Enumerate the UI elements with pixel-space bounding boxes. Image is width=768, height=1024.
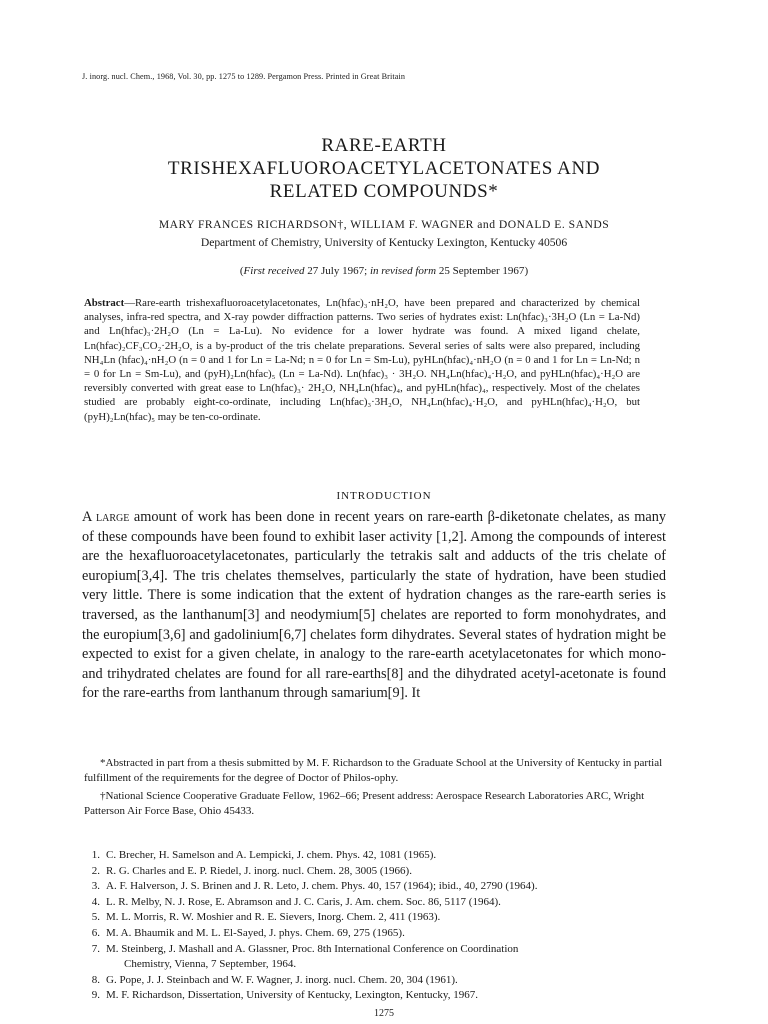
abstract-text: —Rare-earth trishexafluoroacetylacetonates, Ln(hfac)₃·nH₂O, have been prepared and characterized by chemical analyses, infra-red spectra, and X-ray powder diffraction patterns. Two series of hydrates exist: Ln(hfac)₃·3H₂O (Ln = La-Nd) and Ln(hfac)₃·2H₂O (Ln = La-Lu). No evidence for a lower hydrate was found. A mixed ligand chelate, Ln(hfac)₂CF₃CO₂·2H₂O, is a by-product of the tris chelate preparations. Several series of salts were also prepared, including NH₄Ln (hfac)₄·nH₂O (n = 0 and 1 for Ln = La-Nd; n = 0 for Ln = Sm-Lu), pyHLn(hfac)₄·nH₂O (n = 0 and 1 for Ln = Ln-Nd; n = 0 for Ln = Sm-Lu), and (pyH)₂Ln(hfac)₅ (Ln = La-Nd). Ln(hfac)₃ · 3H₂O. NH₄Ln(hfac)₄·H₂O, and pyHLn(hfac)₄·H₂O are reversibly converted with great ease to Ln(hfac)₃· 2H₂O, NH₄Ln(hfac)₄, and pyHLn(hfac)₄, respectively. Most of the chelates studied are probably eight-co-ordinate, including Ln(hfac)₃·3H₂O, NH₄Ln(hfac)₄·H₂O, and pyHLn(hfac)₄·H₂O, but (pyH)₂Ln(hfac)₅ may be ten-co-ordinate. — [84, 297, 640, 423]
reference-number: 6. — [91, 926, 100, 939]
reference-number: 4. — [91, 895, 100, 908]
reference-text: L. R. Melby, N. J. Rose, E. Abramson and J. C. Caris, J. Am. chem. Soc. 86, 5117 (1964). — [106, 895, 501, 908]
abstract-label: Abstract — [84, 297, 125, 309]
footnotes — [84, 756, 668, 819]
author-affiliation: Department of Chemistry, University of Kentucky Lexington, Kentucky 40506 — [200, 236, 568, 249]
first-received-date: 27 July 1967; — [307, 265, 368, 277]
section-heading-introduction: INTRODUCTION — [336, 490, 432, 502]
title-line: TRISHEXAFLUOROACETYLACETONATES AND — [167, 158, 601, 179]
reference-item — [84, 895, 668, 911]
author-list: MARY FRANCES RICHARDSON†, WILLIAM F. WAGNER and DONALD E. SANDS — [158, 218, 610, 231]
revised-date: 25 September 1967 — [438, 265, 525, 277]
reference-item — [84, 848, 668, 864]
reference-number: 7. — [91, 942, 100, 955]
reference-number: 8. — [91, 973, 100, 986]
reference-text: R. G. Charles and E. P. Riedel, J. inorg. nucl. Chem. 28, 3005 (1966). — [106, 864, 412, 877]
footnote-thesis: *Abstracted in part from a thesis submitted by M. F. Richardson to the Graduate School at the University of Kentucky in partial fulfillment of the requirements for the degree of Doctor of Philos-ophy. — [84, 757, 663, 784]
received-dates: (First received 27 July 1967; in revised form 25 September 1967) — [239, 265, 529, 277]
reference-list — [84, 848, 668, 1004]
reference-number: 5. — [91, 911, 100, 924]
reference-item — [84, 879, 668, 895]
reference-number: 2. — [91, 864, 100, 877]
reference-text: G. Pope, J. J. Steinbach and W. F. Wagner, J. inorg. nucl. Chem. 20, 304 (1961). — [106, 973, 458, 986]
running-head: J. inorg. nucl. Chem., 1968, Vol. 30, pp. 1275 to 1289. Pergamon Press. Printed in Great Britain — [82, 72, 406, 81]
reference-item — [84, 864, 668, 880]
footnote-fellowship: †National Science Cooperative Graduate Fellow, 1962–66; Present address: Aerospace Research Laboratories ARC, Wright Patterson Air Force Base, Ohio 45433. — [84, 790, 645, 817]
reference-item — [84, 926, 668, 942]
reference-text: M. F. Richardson, Dissertation, University of Kentucky, Lexington, Kentucky, 1967. — [106, 989, 478, 1002]
introduction-text: amount of work has been done in recent years on rare-earth β-diketonate chelates, as many of these compounds have been found to exhibit laser activity [1,2]. Among the compounds of interest are the hexafluoroacetylacetonates, particularly the tetrakis salt and adducts of the tris chelate of europium[3,4]. The tris chelates themselves, particularly the state of hydration, have been studied very little. There is some indication that the extent of hydration changes as the rare-earth series is traversed, as the lanthanum[3] and neodymium[5] chelates are reported to form monohydrates, and the europium[3,6] and gadolinium[6,7] chelates form dihydrates. Several states of hydration might be expected to exist for a given chelate, in analogy to the rare-earth acetylacetonates for which mono- and trihydrated chelates are found for all rare-earths[8] and the dihydrated acetyl-acetonate is found for the rare-earths from lanthanum through samarium[9]. It — [82, 509, 666, 702]
revised-label: in revised form — [369, 265, 437, 277]
first-received-label: First received — [243, 265, 305, 277]
reference-item — [84, 942, 668, 958]
introduction-body — [82, 508, 666, 704]
introduction-lead: A large — [82, 509, 130, 525]
reference-number: 1. — [91, 849, 100, 861]
reference-item — [84, 988, 668, 1004]
title-line: RARE-EARTH — [321, 135, 447, 156]
reference-text: M. Steinberg, J. Mashall and A. Glassner, Proc. 8th International Conference on Coordination — [106, 942, 519, 955]
reference-text: C. Brecher, H. Samelson and A. Lempicki, J. chem. Phys. 42, 1081 (1965). — [106, 849, 437, 861]
title-line: RELATED COMPOUNDS* — [269, 181, 499, 202]
article-title — [0, 134, 768, 203]
reference-number: 3. — [91, 880, 100, 893]
reference-item — [84, 910, 668, 926]
page-number: 1275 — [374, 1008, 394, 1019]
abstract — [84, 296, 640, 424]
reference-text: A. F. Halverson, J. S. Brinen and J. R. Leto, J. chem. Phys. 40, 157 (1964); ibid., 40, 2790 (1964). — [106, 880, 538, 893]
reference-number: 9. — [91, 989, 100, 1002]
reference-text: M. L. Morris, R. W. Moshier and R. E. Sievers, Inorg. Chem. 2, 411 (1963). — [106, 911, 441, 924]
reference-item — [84, 973, 668, 989]
reference-continuation: Chemistry, Vienna, 7 September, 1964. — [124, 958, 297, 971]
reference-text: M. A. Bhaumik and M. L. El-Sayed, J. phys. Chem. 69, 275 (1965). — [106, 926, 405, 939]
